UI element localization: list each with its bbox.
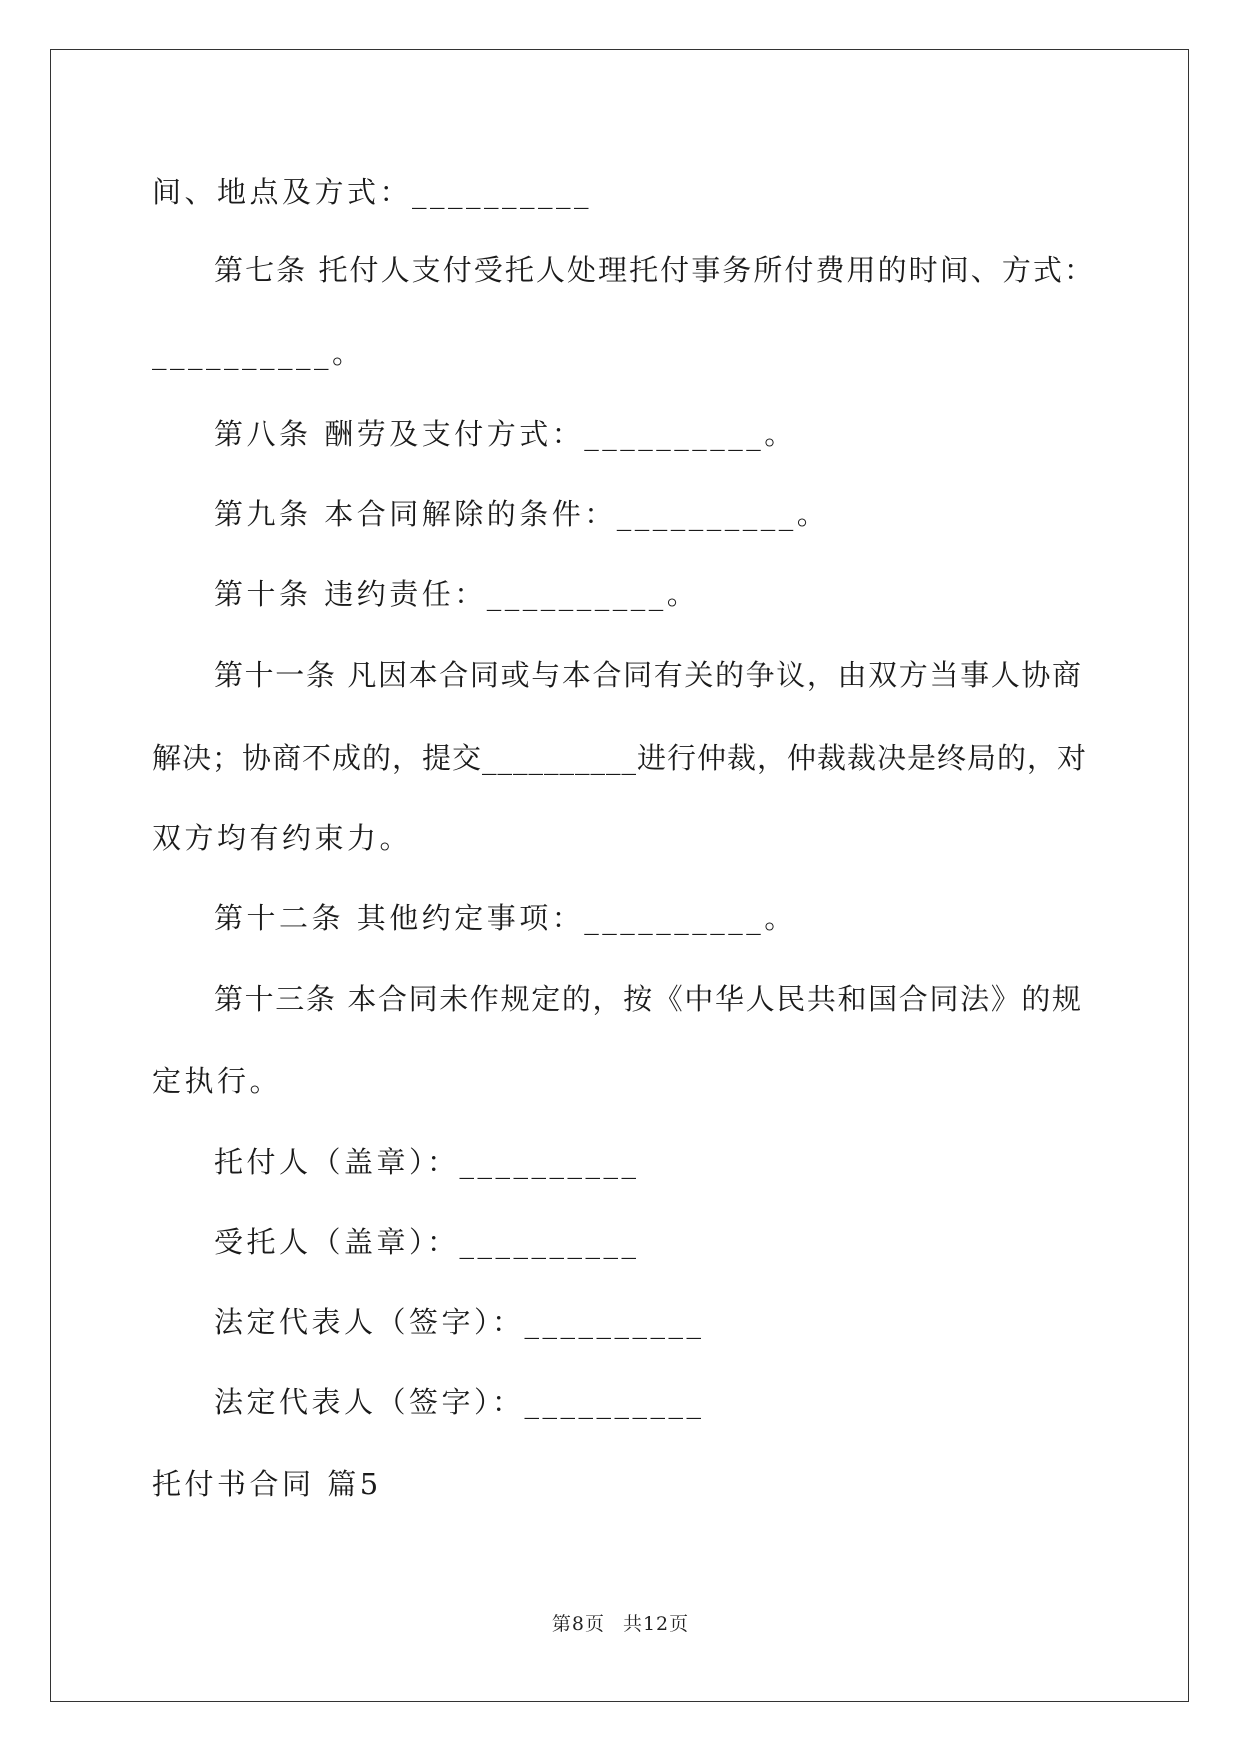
text-line: 定执行。 — [152, 1064, 283, 1098]
text-line: 第十二条 其他约定事项：__________。 — [214, 901, 797, 935]
page-border — [50, 49, 1189, 1702]
text-line: 第十一条 凡因本合同或与本合同有关的争议，由双方当事人协商 — [214, 658, 1082, 692]
text-line: 第八条 酬劳及支付方式：__________。 — [214, 417, 797, 451]
text-line: __________。 — [152, 336, 365, 370]
text-line: 法定代表人（签字）：__________ — [214, 1385, 705, 1419]
page-footer — [0, 1609, 1241, 1636]
text-line: 受托人（盖章）：__________ — [214, 1225, 640, 1259]
text-line: 法定代表人（签字）：__________ — [214, 1305, 705, 1339]
text-line: 第九条 本合同解除的条件：__________。 — [214, 497, 830, 531]
current-page-label: 第8页 — [551, 1613, 605, 1635]
text-line: 解决；协商不成的，提交__________进行仲裁，仲裁裁决是终局的，对 — [152, 741, 1088, 775]
text-line: 间、地点及方式：__________ — [152, 175, 593, 209]
text-line: 双方均有约束力。 — [152, 821, 413, 855]
text-line: 第十条 违约责任：__________。 — [214, 577, 700, 611]
text-line: 第七条 托付人支付受托人处理托付事务所付费用的时间、方式： — [214, 253, 1094, 287]
text-line: 托付人（盖章）：__________ — [214, 1145, 640, 1179]
section-heading: 托付书合同 篇5 — [152, 1467, 382, 1501]
total-pages-label: 共12页 — [622, 1613, 690, 1635]
text-line: 第十三条 本合同未作规定的，按《中华人民共和国合同法》的规 — [214, 982, 1082, 1016]
